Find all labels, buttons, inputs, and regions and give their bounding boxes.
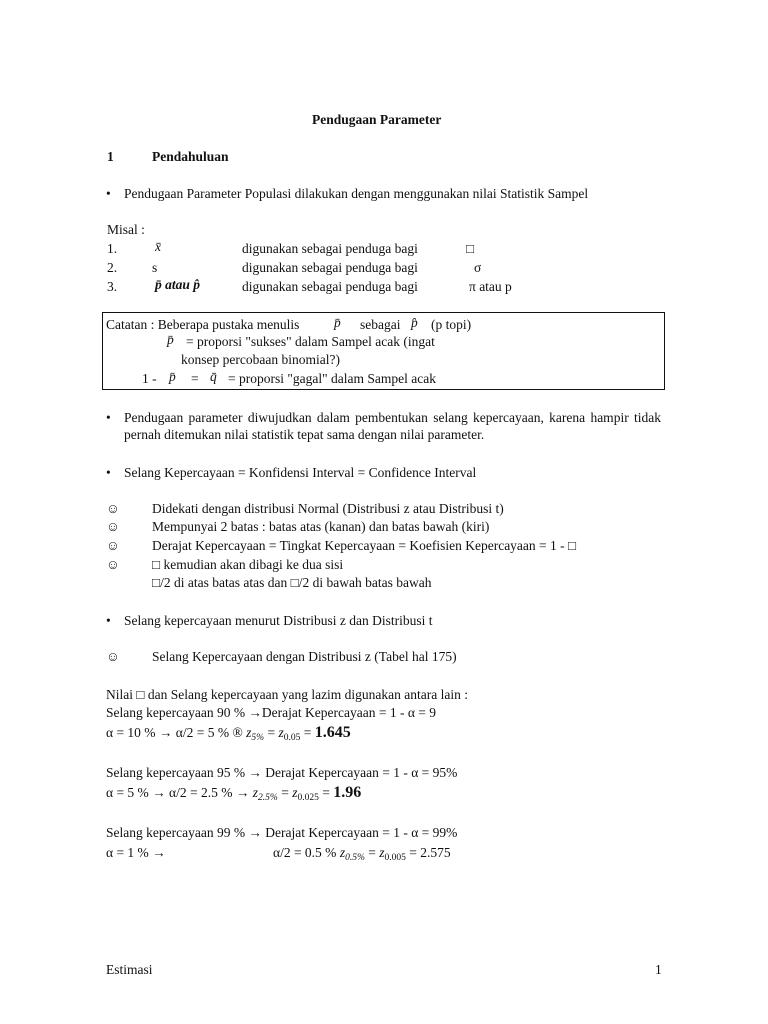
z-subscript: 0.5% <box>345 853 365 863</box>
smiley-text-3: Derajat Kepercayaan = Tingkat Kepercayaan = Koefisien Kepercayaan = 1 - □ <box>152 538 577 553</box>
smiley-text-4: □ kemudian akan dibagi ke dua sisi <box>152 557 344 572</box>
misal-desc-3: digunakan sebagai penduga bagi <box>242 279 418 294</box>
z-symbol: z <box>278 725 284 740</box>
catatan-line1-a: Catatan : Beberapa pustaka menulis <box>106 317 300 332</box>
z-subscript: 0.005 <box>384 853 406 863</box>
example-90-line1: Selang kepercayaan 90 % →Derajat Kepercayaan = 1 - α = 9 <box>106 705 437 720</box>
catatan-line2-sym: p̄ <box>167 332 174 347</box>
catatan-line1-b: sebagai <box>360 317 401 332</box>
catatan-line4-sym1: p̄ <box>169 369 176 384</box>
catatan-line3: konsep percobaan binomial?) <box>181 352 340 367</box>
bullet-text-4: • Selang kepercayaan menurut Distribusi z dan Distribusi t <box>124 612 433 629</box>
example-99-line2-b <box>273 844 451 867</box>
misal-num-3: 3. <box>107 279 118 294</box>
misal-symbol-1: x̄ <box>155 239 161 254</box>
smiley-text-4-cont: □/2 di atas batas atas dan □/2 di bawah batas bawah <box>152 575 432 590</box>
example-99-prefix: α/2 = 0.5 % <box>273 845 340 860</box>
z-subscript: 2.5% <box>258 793 278 803</box>
smiley-icon: ☺ <box>106 501 120 516</box>
equals: = <box>364 845 380 860</box>
misal-num-2: 2. <box>107 260 118 275</box>
page-number: 1 <box>655 962 662 977</box>
misal-desc-1: digunakan sebagai penduga bagi <box>242 241 418 256</box>
smiley-text-5: Selang Kepercayaan dengan Distribusi z (Tabel hal 175) <box>152 649 457 664</box>
example-95-prefix: α = 5 % → α/2 = 2.5 % → <box>106 785 253 800</box>
misal-symbol-3: p̄ atau p̂ <box>155 277 201 292</box>
example-99-line1: Selang kepercayaan 99 % → Derajat Kepercayaan = 1 - α = 99% <box>106 825 458 840</box>
section-number: 1 <box>107 149 114 164</box>
smiley-text-2: Mempunyai 2 batas : batas atas (kanan) dan batas bawah (kiri) <box>152 519 490 534</box>
bullet-text-1: • Pendugaan Parameter Populasi dilakukan dengan menggunakan nilai Statistik Sampel <box>124 185 588 202</box>
catatan-line2: = proporsi "sukses" dalam Sampel acak (ingat <box>186 334 435 349</box>
misal-target-3: π atau p <box>469 279 512 294</box>
misal-target-2: σ <box>474 260 482 275</box>
z-value: 2.575 <box>420 845 451 860</box>
footer-left: Estimasi <box>106 962 153 977</box>
smiley-icon: ☺ <box>106 519 120 534</box>
misal-target-1: □ <box>466 241 475 256</box>
z-subscript: 5% <box>251 733 265 743</box>
catatan-line1-sym2: p̂ <box>411 315 418 330</box>
equals: = <box>264 725 279 740</box>
smiley-text-1: Didekati dengan distribusi Normal (Distribusi z atau Distribusi t) <box>152 501 504 516</box>
nilai-line: Nilai □ dan Selang kepercayaan yang lazim digunakan antara lain : <box>106 687 469 702</box>
smiley-icon: ☺ <box>106 557 120 572</box>
smiley-icon: ☺ <box>106 649 120 664</box>
z-symbol: z <box>339 845 346 860</box>
z-value: 1.645 <box>314 724 351 741</box>
bullet-text-3: • Selang Kepercayaan = Konfidensi Interval = Confidence Interval <box>124 464 476 481</box>
catatan-line1-sym1: p̄ <box>334 315 341 330</box>
z-value: 1.96 <box>333 784 362 801</box>
catatan-line4-eq: = <box>191 371 199 386</box>
section-heading: Pendahuluan <box>152 149 229 164</box>
z-symbol: z <box>252 785 259 800</box>
misal-symbol-2: s <box>152 260 158 275</box>
equals: = <box>277 785 293 800</box>
bullet-text-2: • Pendugaan parameter diwujudkan dalam pembentukan selang kepercayaan, karena hampir tidak pernah ditemukan nilai statistik tepat sama dengan nilai parameter. <box>124 409 661 443</box>
z-symbol: z <box>292 785 298 800</box>
equals: = <box>300 725 315 740</box>
z-subscript: 0.025 <box>297 793 319 803</box>
z-symbol: z <box>246 725 252 740</box>
example-90-line2 <box>106 724 351 747</box>
example-90-prefix: α = 10 % → α/2 = 5 % ® <box>106 725 247 740</box>
catatan-line4-sym2: q̄ <box>210 369 217 384</box>
misal-num-1: 1. <box>107 241 118 256</box>
z-subscript: 0.05 <box>283 733 301 743</box>
equals: = <box>405 845 421 860</box>
page-title: Pendugaan Parameter <box>312 112 442 127</box>
catatan-line1-c: (p topi) <box>431 317 472 332</box>
catatan-line4-a: 1 - <box>142 371 157 386</box>
smiley-icon: ☺ <box>106 538 120 553</box>
example-99-line2-a: α = 1 % → <box>106 845 166 860</box>
misal-label: Misal : <box>107 222 145 237</box>
equals: = <box>318 785 334 800</box>
example-95-line2 <box>106 784 361 807</box>
example-95-line1: Selang kepercayaan 95 % → Derajat Kepercayaan = 1 - α = 95% <box>106 765 458 780</box>
z-symbol: z <box>379 845 385 860</box>
misal-desc-2: digunakan sebagai penduga bagi <box>242 260 418 275</box>
catatan-line4-b: = proporsi "gagal" dalam Sampel acak <box>228 371 436 386</box>
